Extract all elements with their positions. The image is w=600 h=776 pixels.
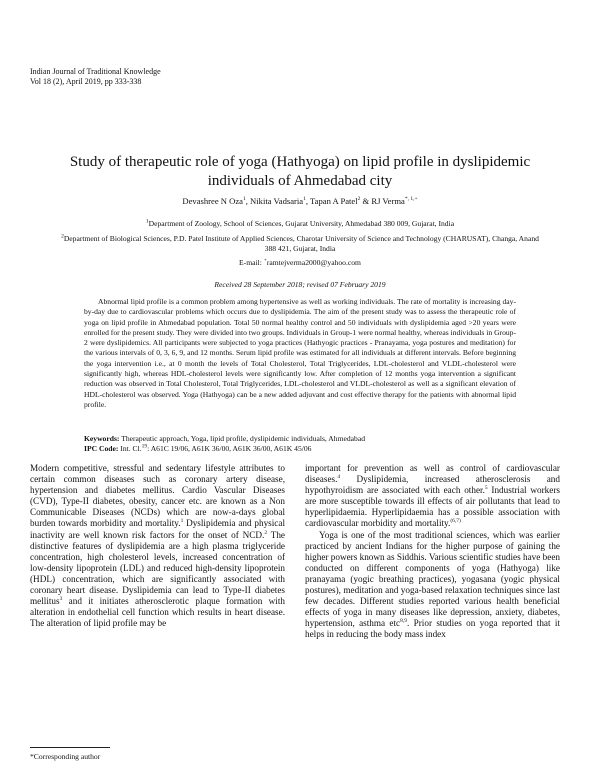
body-paragraph bbox=[305, 463, 560, 530]
keywords-text: Therapeutic approach, Yoga, lipid profile, dyslipidemic individuals, Ahmedabad bbox=[119, 434, 365, 443]
author-separator: , bbox=[305, 196, 311, 206]
abstract: Abnormal lipid profile is a common problem among hypertensive as well as working individuals. The rate of mortality is increasing day-by-day due to cardiovascular problems which occurs due to dyslipidemia. The aim of the present study was to assess the therapeutic role of yoga on lipid profile in Ahmedabad population. Total 50 normal healthy control and 50 individuals with dyslipidemia aged >20 years were enrolled for the present study. They were divided into two groups. Individuals in Group-1 were normal healthy, whereas individuals in Group-2 were dyslipidemics. All participants were subjected to yoga practices (Hathyogic practices - Pranayama, yoga postures and meditation) for the various intervals of 0, 3, 6, 9, and 12 months. Serum lipid profile was estimated for all individuals at different intervals. Before beginning the yoga intervention i.e., at 0 month the levels of Total Cholesterol, Total Triglycerides, LDL-cholesterol and VLDL-cholesterol were significantly high, whereas HDL-cholesterol levels were significantly low. After completion of 12 months yoga intervention a significant reduction was observed in Total Cholesterol, Total Triglycerides, LDL-cholesterol and VLDL-cholesterol as well as a significant elevation of HDL-cholesterol was observed. Yoga (Hathyoga) can be a new added adjuvant and cost effective therapy for the patients with abnormal lipid profile. bbox=[84, 297, 516, 409]
journal-issue: Vol 18 (2), April 2019, pp 333-338 bbox=[30, 77, 142, 86]
contact-email bbox=[40, 258, 560, 267]
email-address: ramtejverma2000@yahoo.com bbox=[266, 258, 361, 267]
email-label: E-mail: bbox=[239, 258, 264, 267]
citation: 1 bbox=[180, 518, 184, 525]
body-paragraph bbox=[30, 463, 285, 629]
author-separator: , bbox=[245, 196, 251, 206]
body-text: important for prevention as well as control of cardiovascular diseases. bbox=[305, 463, 560, 485]
citation: 8,9 bbox=[400, 618, 408, 625]
citation: (6,7) bbox=[450, 518, 461, 525]
affiliation-mark: 1 bbox=[145, 218, 149, 225]
body-text: Dyslipidemia, increased atherosclerosis and hypothyroidism are associated with each other. bbox=[305, 474, 560, 496]
keywords-label: Keywords: bbox=[84, 434, 120, 443]
ipc-codes: : A61C 19/06, A61K 36/00, A61K 36/00, A61K 45/06 bbox=[147, 444, 312, 453]
affiliation-1 bbox=[60, 219, 540, 229]
citation: 2 bbox=[264, 529, 268, 536]
affiliation-2 bbox=[60, 234, 540, 254]
author-name: RJ Verma bbox=[371, 196, 405, 206]
ipc-label: IPC Code: bbox=[84, 444, 119, 453]
citation: 5 bbox=[484, 485, 488, 492]
received-dates: Received 28 September 2018; revised 07 February 2019 bbox=[214, 280, 386, 289]
body-text: and it initiates atherosclerotic plaque formation with alteration in endothelial cell function which results in heart disease. The alteration of lipid profile may be bbox=[30, 596, 285, 629]
journal-name: Indian Journal of Traditional Knowledge bbox=[30, 67, 161, 76]
footnote-divider bbox=[30, 747, 110, 748]
keywords bbox=[84, 434, 516, 444]
journal-header bbox=[30, 67, 161, 87]
footnote: *Corresponding author bbox=[30, 752, 101, 761]
body-text: Yoga is one of the most traditional sciences, which was earlier practiced by ancient Indians for the higher purpose of gaining the higher powers known as Siddhis. Various scientific studies have been conducted on different components of yoga (Hathyoga) like pranayama (yogic breathing practices), yogasana (yogic physical postures), meditation and yoga-based relaxation techniques since last few decades. Different studies reported various health beneficial effects of yoga in many diseases like depression, anxiety, diabetes, hypertension, asthma etc bbox=[305, 529, 560, 629]
author-affiliation-mark: 1 bbox=[243, 196, 246, 203]
citation: 3 bbox=[59, 596, 63, 603]
body-column-left bbox=[30, 463, 285, 629]
body-text: The distinctive features of dyslipidemia are a high plasma triglyceride concentration, high cholesterol levels, increased concentration of low-density lipoprotein (LDL) and reduced high-density lipoprotein (HDL) concentration, which are significantly associated with coronary heart disease. Dyslipidemia can lead to Type-II diabetes mellitus bbox=[30, 529, 285, 607]
affiliation-text: Department of Zoology, School of Sciences, Gujarat University, Ahmedabad 380 009, Gujarat, India bbox=[148, 219, 455, 228]
author-name: Tapan A Patel bbox=[310, 196, 358, 206]
affiliation-mark: 2 bbox=[61, 233, 64, 240]
author-name: Nikita Vadsaria bbox=[250, 196, 304, 206]
article-title: Study of therapeutic role of yoga (Hathyoga) on lipid profile in dyslipidemic individuals of Ahmedabad city bbox=[69, 154, 531, 189]
ipc-sup: 19 bbox=[141, 443, 148, 450]
email-mark: + bbox=[263, 257, 267, 264]
affiliation-text: Department of Biological Sciences, P.D. Patel Institute of Applied Sciences, Charotar University of Science and Technology (CHARUSAT), Changa, Anand 388 421, Gujarat, India bbox=[63, 234, 539, 253]
body-text: Dyslipidemia and physical inactivity are well known risk factors for the onset of NCD. bbox=[30, 518, 285, 540]
author-affiliation-mark: 2 bbox=[357, 196, 361, 203]
ipc-code bbox=[84, 444, 516, 454]
body-text: Modern competitive, stressful and sedentary lifestyle attributes to certain common diseases such as coronary artery disease, hypertension and diabetes mellitus. Cardio Vascular Diseases (CVD), Type-II diabetes, obesity, cancer etc. are known as a Non Communicable Diseases (NCDs) which are now-a-days global burden towards morbidity and mortality. bbox=[30, 463, 285, 529]
author-affiliation-mark: *, 1,+ bbox=[404, 196, 418, 203]
ipc-text: Int. Cl. bbox=[118, 444, 142, 453]
body-column-right bbox=[305, 463, 560, 641]
author-affiliation-mark: 1 bbox=[303, 196, 306, 203]
citation: 4 bbox=[337, 474, 341, 481]
body-text: Industrial workers are more susceptible towards ill effects of air pollutants that lead to hyperlipidaemia. Hyperlipidaemia has a possible association with cardiovascular morbidity and mortality. bbox=[305, 485, 560, 529]
author-list bbox=[40, 196, 560, 206]
author-separator: & bbox=[360, 196, 372, 206]
body-paragraph bbox=[305, 530, 560, 641]
body-text: . Prior studies on yoga reported that it helps in reducing the body mass index bbox=[305, 618, 560, 640]
author-name: Devashree N Oza bbox=[182, 196, 243, 206]
